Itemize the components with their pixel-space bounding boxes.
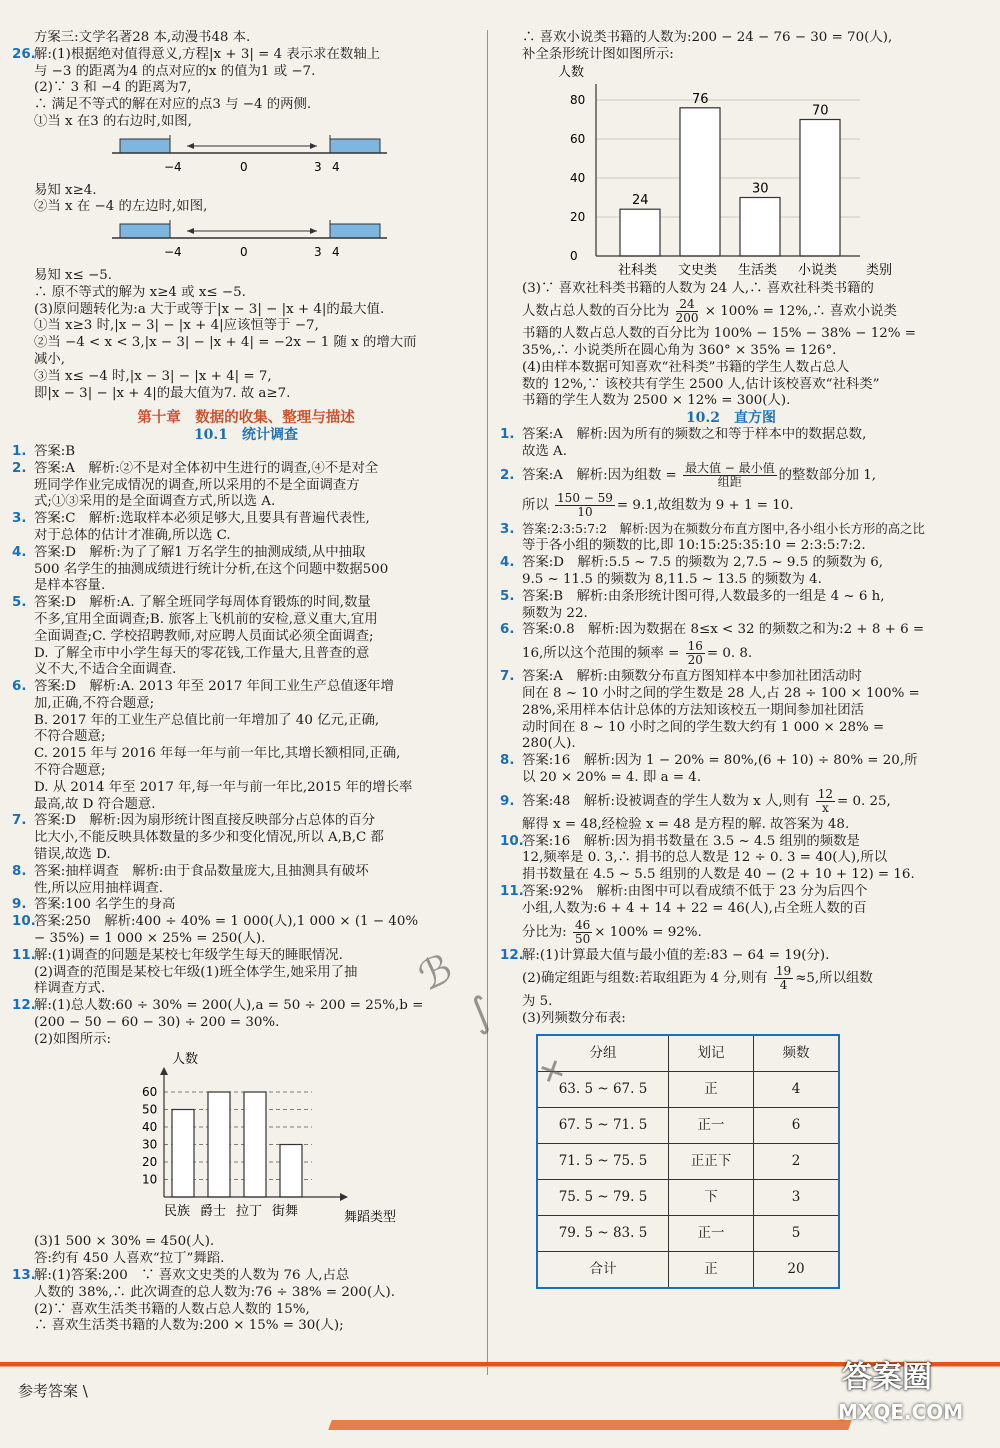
text-line: 捐书数量在 4.5 ~ 5.5 组别的人数是 40 − (2 + 10 + 12) = 16. [522, 867, 915, 883]
text-line: 书籍的学生人数为 2500 × 12% = 300(人). [522, 393, 791, 409]
text-line: 比大小,不能反映具体数量的多少和变化情况,所以 A,B,C 都 [34, 830, 384, 846]
problem-number: 9. [12, 897, 27, 913]
problem-number: 9. [500, 793, 515, 809]
answer-line [12, 1032, 480, 1049]
answer-line [12, 696, 480, 713]
text-line: 答案:D 解析:A. 了解全班同学每周体育锻炼的时间,数量 [34, 595, 371, 611]
problem-number: 8. [500, 753, 515, 769]
y-tick-label: 10 [142, 1172, 158, 1187]
problem-number: 6. [12, 679, 27, 695]
answer-line [12, 578, 480, 595]
text-line: 义不大,不适合全面调查. [34, 662, 177, 678]
y-tick-label: 0 [570, 248, 578, 263]
text-line: 即|x − 3| − |x + 4|的最大值为7. 故 a≥7. [34, 385, 291, 401]
bar-value-label: 30 [752, 181, 769, 197]
text-line: 答案:D 解析:A. 2013 年至 2017 年间工业生产总值逐年增 [34, 679, 394, 695]
text-line: 答案:B 解析:由条形统计图可得,人数最多的一组是 4 ~ 6 h, [522, 588, 885, 604]
y-tick-label: 60 [570, 131, 586, 146]
chart-ylabel: 人数 [172, 1051, 199, 1067]
table-cell: 67. 5 ~ 71. 5 [537, 1107, 669, 1143]
denominator: 10 [577, 504, 593, 519]
text-line: 书籍的人数占总人数的百分比为 100% − 15% − 38% − 12% = [522, 326, 916, 342]
problem-number: 5. [500, 588, 515, 604]
tick-label: −4 [164, 245, 182, 260]
text-line: 解得 x = 48,经检验 x = 48 是方程的解. 故答案为 48. [522, 816, 850, 832]
problem-13 [12, 1268, 480, 1335]
table-cell: 正 [669, 1071, 754, 1107]
text-line: (200 − 50 − 60 − 30) ÷ 200 = 30%. [34, 1015, 280, 1031]
x-tick-label: 小说类 [798, 262, 838, 276]
text-line: ∴ 喜欢小说类书籍的人数为:200 − 24 − 76 − 30 = 70(人), [522, 30, 893, 45]
table-row [537, 1215, 839, 1251]
problem-number: 10. [12, 914, 36, 930]
text-line: 答案:250 解析:400 ÷ 40% = 1 000(人),1 000 × (1 − 40% [34, 914, 419, 930]
text-fragment: 分比为: [522, 924, 567, 940]
x-tick-label: 文史类 [678, 262, 718, 276]
denominator: 4 [779, 978, 788, 993]
x-tick-label: 拉丁 [236, 1203, 263, 1219]
text-line: 答案:A 解析:因为所有的频数之和等于样本中的数据总数, [522, 426, 867, 442]
tick-label: 3 [314, 159, 322, 174]
problem-26 [12, 47, 480, 403]
tick-label: 4 [332, 245, 340, 260]
table-cell: 3 [754, 1179, 840, 1215]
answer-line [12, 612, 480, 629]
bar-value-label: 76 [692, 91, 709, 107]
table-row [537, 1107, 839, 1143]
table-cell: 正一 [669, 1215, 754, 1251]
answer-line [12, 813, 480, 830]
text-line: 对于总体的估计才准确,所以选 C. [34, 527, 231, 543]
text-line: 易知 x≤ −5. [34, 267, 113, 283]
text-line: 人数的 38%,∴ 此次调查的总人数为:76 ÷ 38% = 200(人). [34, 1284, 396, 1300]
problem-number: 4. [500, 555, 515, 571]
text-fragment: (2)确定组距与组数:若取组距为 4 分,则有 [522, 971, 768, 987]
tick-label: 4 [332, 159, 340, 174]
text-line: 是样本容量. [34, 578, 106, 594]
answer-line [12, 763, 480, 780]
text-line: 答案:2:3:5:7:2 解析:因为在频数分布直方图中,各小组小长方形的高之比 [522, 520, 925, 536]
text-line: 以 20 × 20% = 4. 即 a = 4. [522, 769, 702, 785]
section-title: 10.2 直方图 [685, 410, 777, 427]
text-line: 答案:D 解析:5.5 ~ 7.5 的频数为 2,7.5 ~ 9.5 的频数为 6, [522, 555, 884, 571]
text-line: 35%,∴ 小说类所在圆心角为 360° × 35% = 126°. [522, 342, 837, 358]
bar [680, 107, 720, 255]
table-cell: 5 [754, 1215, 840, 1251]
fraction [683, 462, 777, 489]
table-cell: 下 [669, 1179, 754, 1215]
text-line: ∴ 满足不等式的解在对应的点3 与 −4 的两侧. [34, 97, 312, 113]
text-line: 500 名学生的抽测成绩进行统计分析,在这个问题中数据500 [34, 561, 389, 577]
table-cell: 6 [754, 1107, 840, 1143]
right-column [500, 30, 962, 1289]
table-header: 划记 [669, 1035, 754, 1072]
problem-number: 3. [500, 521, 515, 537]
text-line: 解:(1)根据绝对值得意义,方程|x + 3| = 4 表示求在数轴上 [34, 46, 381, 62]
text-line: (2)∵ 喜欢生活类书籍的人数占总人数的 15%, [34, 1301, 310, 1317]
answer-line [12, 528, 480, 545]
text-line: 为 5. [522, 994, 553, 1010]
table-cell: 正正下 [669, 1143, 754, 1179]
text-line: 动时间在 8 ~ 10 小时之间的学生数大约有 1 000 × 28% = [522, 719, 885, 735]
fraction [573, 919, 592, 946]
answer-line [12, 847, 480, 864]
text-line: 不符合题意; [34, 729, 106, 745]
text-line: 易知 x≥4. [34, 182, 97, 198]
answer-line [12, 998, 480, 1015]
numerator: 12 [817, 786, 833, 801]
text-line: 答:约有 450 人喜欢“拉丁”舞蹈. [34, 1251, 225, 1267]
y-tick-label: 20 [142, 1154, 158, 1169]
handwriting-mark: ∫ [461, 987, 500, 1039]
numerator: 19 [775, 964, 792, 979]
text-line: 答案:A 解析:由频数分布直方图知样本中参加社团活动时 [522, 669, 863, 685]
text-line: 方案三:文学名著28 本,动漫书48 本. [34, 30, 251, 45]
chart-xlabel: 舞蹈类型 [344, 1209, 397, 1225]
problem-number: 12. [500, 947, 524, 963]
text-line: 解:(1)调查的问题是某校七年级学生每天的睡眠情况. [34, 947, 343, 963]
answer-line [12, 545, 480, 562]
text-line: (2)如图所示: [34, 1031, 112, 1047]
numerator: 最大值 − 最小值 [684, 460, 775, 475]
text-line: (3)列频数分布表: [522, 1011, 626, 1027]
problem-number: 10. [500, 833, 524, 849]
text-line: ②当 x 在 −4 的左边时,如图, [34, 199, 208, 215]
text-fragment: ≈5,所以组数 [795, 971, 873, 987]
fraction [555, 492, 615, 519]
text-line: ①当 x≥3 时,|x − 3| − |x + 4|应该恒等于 −7, [34, 318, 319, 334]
answer-line [12, 729, 480, 746]
problem-number: 26. [12, 46, 36, 62]
text-line: 与 −3 的距离为4 的点对应的x 的值为1 或 −7. [34, 63, 316, 79]
answer-line [12, 965, 480, 982]
tick-label: 0 [240, 245, 248, 260]
text-line: 减小, [34, 351, 66, 367]
y-tick-label: 40 [570, 170, 586, 185]
text-line: − 35%) = 1 000 × 25% = 250(人). [34, 931, 266, 947]
text-line: 280(人). [522, 736, 576, 752]
chart-ylabel: 人数 [558, 64, 585, 80]
problem-number: 4. [12, 544, 27, 560]
answer-line [12, 629, 480, 646]
bar [244, 1092, 266, 1197]
text-line: 答案:16 解析:因为捐书数量在 3.5 ~ 4.5 组别的频数是 [522, 833, 860, 849]
text-fragment: × 100% = 12%,∴ 喜欢小说类 [704, 304, 897, 320]
denominator: 20 [687, 653, 703, 668]
problem-number: 2. [12, 460, 27, 476]
table-cell: 71. 5 ~ 75. 5 [537, 1143, 669, 1179]
answer-line [12, 713, 480, 730]
text-line: 样调查方式. [34, 981, 106, 997]
text-line: 全面调查;C. 学校招聘教师,对应聘人员面试必须全面调查; [34, 628, 374, 644]
text-line: (3)1 500 × 30% = 450(人). [34, 1234, 215, 1250]
chart-xlabel: 类别 [866, 262, 893, 276]
text-line: 等于各小组的频数的比,即 10:15:25:35:10 = 2:3:5:7:2. [522, 538, 866, 554]
text-line: 12,频率是 0. 3,∴ 捐书的总人数是 12 ÷ 0. 3 = 40(人),所以 [522, 850, 888, 866]
text-line: 数的 12%,∵ 该校共有学生 2500 人,估计该校喜欢“社科类” [522, 376, 880, 392]
problem-number: 11. [12, 947, 36, 963]
number-line-1 [92, 131, 392, 177]
x-tick-label: 爵士 [200, 1203, 227, 1219]
text-line: 答案:B [34, 443, 76, 459]
dance-bar-chart [112, 1049, 412, 1229]
chapter-title: 第十章 数据的收集、整理与描述 [137, 409, 355, 427]
table-cell: 75. 5 ~ 79. 5 [537, 1179, 669, 1215]
text-line: B. 2017 年的工业生产总值比前一年增加了 40 亿元,正确, [34, 712, 380, 728]
answer-line [12, 444, 480, 461]
bar-value-label: 24 [632, 192, 649, 208]
text-line: 补全条形统计图如图所示: [522, 46, 674, 62]
text-line: 加,正确,不符合题意; [34, 695, 155, 711]
problem-number: 1. [500, 426, 515, 442]
answer-line [12, 981, 480, 998]
x-tick-label: 社科类 [618, 262, 658, 276]
text-fragment: 16,所以这个范围的频率 = [522, 646, 680, 662]
answer-line [12, 948, 480, 965]
problem-number: 6. [500, 622, 515, 638]
footer-stripe [328, 1420, 852, 1430]
answer-line [12, 914, 480, 931]
answer-line [12, 746, 480, 763]
text-fragment: = 9.1,故组数为 9 + 1 = 10. [616, 497, 794, 513]
text-fragment: 答案:48 解析:设被调查的学生人数为 x 人,则有 [522, 793, 810, 809]
text-line: (4)由样本数据可知喜欢“社科类”书籍的学生人数占总人 [522, 359, 850, 375]
text-line: 间在 8 ~ 10 小时之间的学生数是 28 人,占 28 ÷ 100 × 100% = [522, 685, 920, 701]
text-line: 班同学作业完成情况的调查,所以采用的不是全面调查方 [34, 477, 360, 493]
bar [620, 209, 660, 256]
answer-line [12, 897, 480, 914]
answer-line [12, 562, 480, 579]
text-fragment: = 0. 25, [836, 793, 891, 809]
problem-number: 3. [12, 511, 27, 527]
text-line: ②当 −4 < x < 3,|x − 3| − |x + 4| = −2x − 1 随 x 的增大而 [34, 335, 417, 351]
numerator: 16 [687, 639, 703, 654]
text-fragment: 人数占总人数的百分比为 [522, 304, 670, 320]
text-line: D. 从 2014 年至 2017 年,每一年与前一年比,2015 年的增长率 [34, 779, 413, 795]
table-row [537, 1071, 839, 1107]
table-cell: 正一 [669, 1107, 754, 1143]
x-tick-label: 街舞 [272, 1203, 299, 1219]
y-tick-label: 50 [142, 1102, 158, 1117]
y-tick-label: 60 [142, 1084, 158, 1099]
text-line: 错误,故选 D. [34, 847, 111, 863]
text-line: 最高,故 D 符合题意. [34, 796, 156, 812]
watermark-logo: 答案圈 [842, 1360, 932, 1395]
problem-number: 11. [500, 883, 524, 899]
table-row [537, 1143, 839, 1179]
text-line [500, 298, 962, 326]
column-divider [487, 30, 488, 1375]
answer-line [12, 830, 480, 847]
denominator: 50 [574, 931, 591, 946]
answer-line [12, 780, 480, 797]
problem-number: 5. [12, 595, 27, 611]
numerator: 24 [676, 298, 699, 312]
bar-value-label: 70 [812, 103, 829, 119]
bar [172, 1109, 194, 1197]
table-cell: 合计 [537, 1251, 669, 1288]
bar [208, 1092, 230, 1197]
left-answer-list [12, 444, 480, 1049]
table-cell: 4 [754, 1071, 840, 1107]
fraction [816, 788, 835, 815]
text-line: 频数为 22. [522, 605, 588, 621]
answer-line [12, 494, 480, 511]
bar [740, 197, 780, 256]
denominator: 组距 [717, 474, 742, 489]
handwriting-mark: ✕ [533, 1051, 572, 1094]
bar [800, 119, 840, 256]
problem-number: 8. [12, 863, 27, 879]
answer-line [12, 662, 480, 679]
text-fragment: 的整数部分加 1, [778, 467, 877, 483]
text-line: 答案:抽样调查 解析:由于食品数量庞大,且抽测具有破坏 [34, 863, 369, 879]
text-line: (3)原问题转化为:a 大于或等于|x − 3| − |x + 4|的最大值. [34, 301, 385, 317]
tick-label: −4 [164, 159, 182, 174]
fraction [676, 298, 699, 325]
text-line: 答案:92% 解析:由图中可以看成绩不低于 23 分为后四个 [522, 883, 868, 899]
text-line: 式;①③采用的是全面调查方式,所以选 A. [34, 494, 276, 510]
table-header-row [537, 1035, 839, 1072]
text-line: C. 2015 年与 2016 年每一年与前一年比,其增长额相同,正确, [34, 746, 401, 762]
number-line-2 [92, 216, 392, 262]
problem-number: 7. [12, 813, 27, 829]
tick-label: 3 [314, 245, 322, 260]
answer-line [12, 595, 480, 612]
text-line: 小组,人数为:6 + 4 + 14 + 22 = 46(人),占全班人数的百 [522, 900, 867, 916]
x-tick-label: 民族 [164, 1203, 191, 1219]
text-fragment: = 0. 8. [706, 646, 753, 662]
answer-line [12, 881, 480, 898]
problem-number: 13. [12, 1268, 36, 1284]
text-fragment: 答案:A 解析:因为组数 = [522, 467, 677, 483]
text-line: (2)调查的范围是某校七年级(1)班全体学生,她采用了抽 [34, 964, 358, 980]
answer-line [12, 797, 480, 814]
text-line: 解:(1)总人数:60 ÷ 30% = 200(人),a = 50 ÷ 200 = 25%,b = [34, 998, 424, 1014]
problem-number: 2. [500, 467, 515, 483]
fraction [774, 965, 793, 992]
bar [280, 1144, 302, 1197]
left-column [12, 30, 480, 1335]
table-row [537, 1251, 839, 1288]
answer-line [12, 1015, 480, 1032]
text-line: 答案:100 名学生的身高 [34, 897, 176, 913]
answer-line [12, 461, 480, 478]
answer-line [12, 646, 480, 663]
table-header: 分组 [537, 1035, 669, 1072]
text-line: 9.5 ~ 11.5 的频数为 8,11.5 ~ 13.5 的频数为 4. [522, 571, 822, 587]
table-header: 频数 [754, 1035, 840, 1072]
handwriting-mark: ℬ [411, 945, 460, 1001]
denominator: x [821, 800, 829, 815]
answer-line [12, 679, 480, 696]
text-line: 解:(1)答案:200 ∵ 喜欢文史类的人数为 76 人,占总 [34, 1268, 350, 1284]
answer-line [12, 478, 480, 495]
table-cell: 79. 5 ~ 83. 5 [537, 1215, 669, 1251]
footer-label: 参考答案 \ [18, 1382, 88, 1400]
text-line: ③当 x≤ −4 时,|x − 3| − |x + 4| = 7, [34, 368, 272, 384]
fraction [686, 640, 705, 667]
y-tick-label: 40 [142, 1119, 158, 1134]
section-title: 10.1 统计调查 [193, 427, 299, 444]
text-line: 答案:D 解析:为了了解1 万名学生的抽测成绩,从中抽取 [34, 544, 366, 560]
text-line: (2)∵ 3 和 −4 的距离为7, [34, 80, 192, 96]
text-fragment: 所以 [522, 497, 549, 513]
text-fragment: × 100% = 92%. [594, 924, 702, 940]
watermark-url: MXQE.COM [838, 1400, 964, 1424]
y-tick-label: 80 [570, 92, 586, 107]
text-line: 答案:C 解析:选取样本必须足够大,且要具有普遍代表性, [34, 511, 370, 527]
book-bar-chart [540, 64, 900, 276]
text-line: (3)∵ 喜欢社科类书籍的人数为 24 人,∴ 喜欢社科类书籍的 [522, 281, 874, 297]
text-line: ∴ 原不等式的解为 x≥4 或 x≤ −5. [34, 284, 246, 300]
table-cell: 正 [669, 1251, 754, 1288]
problem-number: 12. [12, 998, 36, 1014]
text-line: 答案:16 解析:因为 1 − 20% = 80%,(6 + 10) ÷ 80% = 20,所 [522, 753, 918, 769]
denominator: 200 [675, 311, 699, 326]
text-line: 故选 A. [522, 443, 567, 459]
answer-line [12, 864, 480, 881]
text-line: 不多,宜用全面调查;B. 旅客上飞机前的安检,意义重大,宜用 [34, 611, 378, 627]
text-line: 不符合题意; [34, 763, 106, 779]
answer-line [12, 511, 480, 528]
text-line: ①当 x 在3 的右边时,如图, [34, 113, 192, 129]
problem-number: 7. [500, 669, 515, 685]
y-tick-label: 30 [142, 1137, 158, 1152]
table-cell: 20 [754, 1251, 840, 1288]
table-row [537, 1179, 839, 1215]
text-line: 28%,采用样本估计总体的方法知该校五一期间参加社团活 [522, 702, 865, 718]
numerator: 150 − 59 [557, 490, 613, 505]
text-line: 答案:A 解析:②不是对全体初中生进行的调查,④不是对全 [34, 460, 379, 476]
text-line: D. 了解全市中小学生每天的零花钱,工作量大,且普查的意 [34, 645, 370, 661]
problem-number: 1. [12, 443, 27, 459]
y-tick-label: 20 [570, 209, 586, 224]
frequency-table [533, 1034, 840, 1289]
text-line: 答案:0.8 解析:因为数据在 8≤x < 32 的频数之和为:2 + 8 + 6 = [522, 622, 925, 638]
table-cell: 2 [754, 1143, 840, 1179]
x-tick-label: 生活类 [738, 262, 778, 276]
text-line: 解:(1)计算最大值与最小值的差:83 − 64 = 19(分). [522, 947, 830, 963]
table-cell: 63. 5 ~ 67. 5 [537, 1071, 669, 1107]
text-line: 答案:D 解析:因为扇形统计图直接反映部分占总体的百分 [34, 813, 376, 829]
tick-label: 0 [240, 159, 248, 174]
answer-line [12, 931, 480, 948]
text-line: ∴ 喜欢生活类书籍的人数为:200 × 15% = 30(人); [34, 1318, 344, 1334]
numerator: 46 [574, 917, 591, 932]
text-line: 性,所以应用抽样调查. [34, 880, 164, 896]
